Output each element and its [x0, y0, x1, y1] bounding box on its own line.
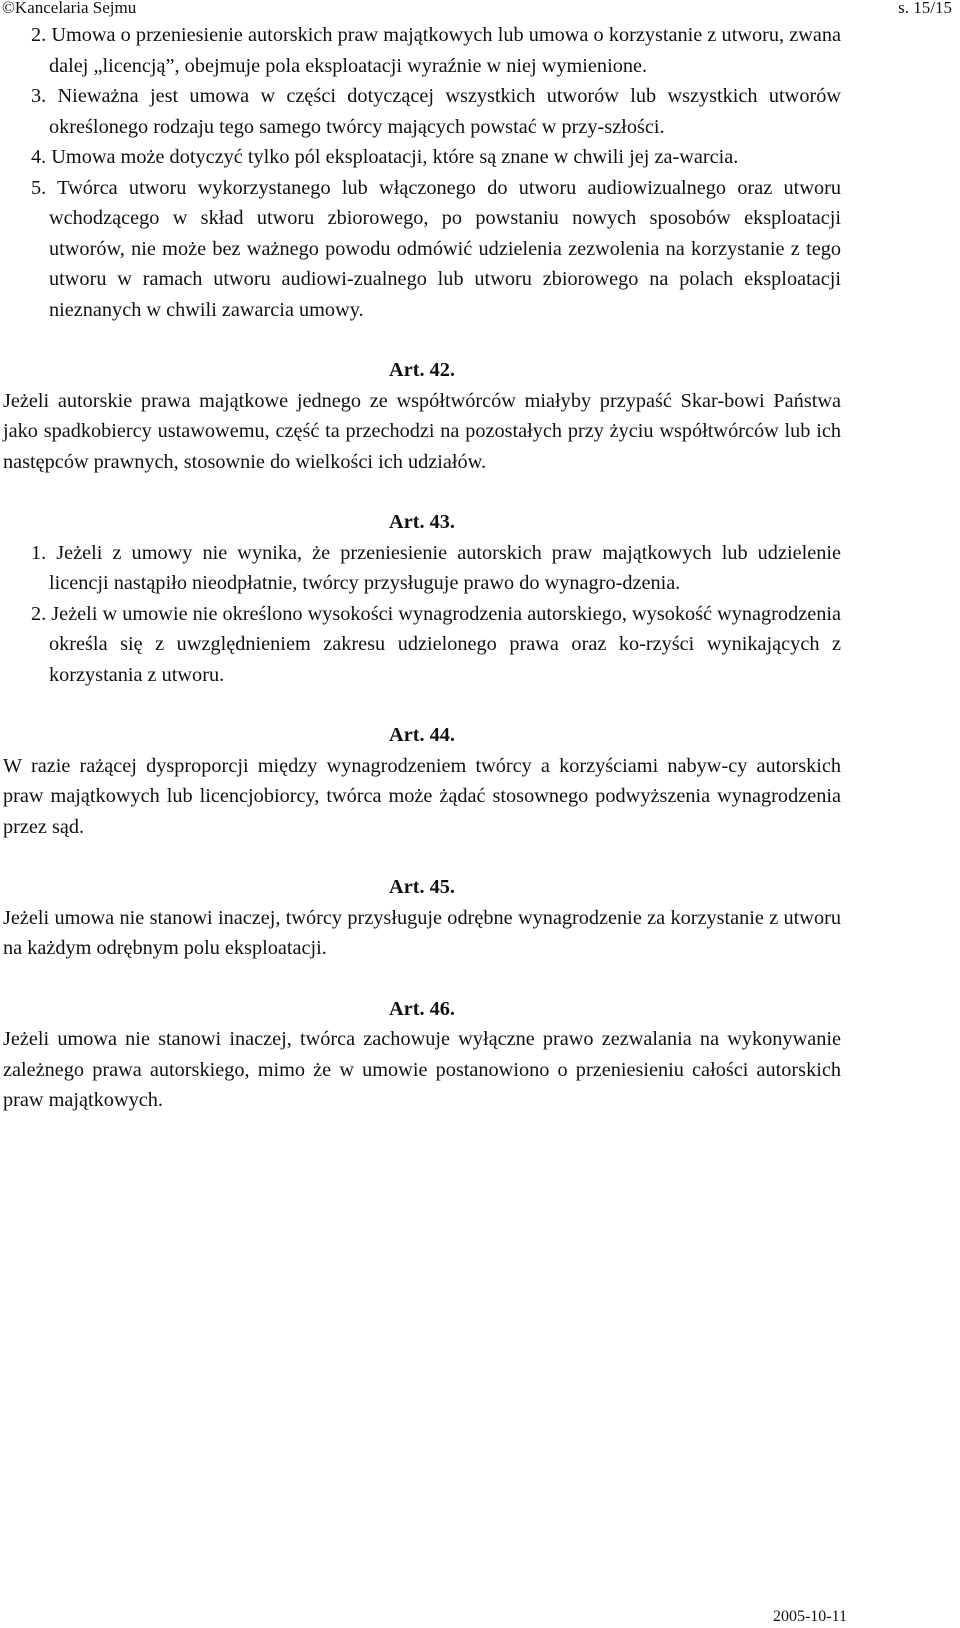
spacer [3, 325, 841, 355]
document-body [3, 20, 841, 1116]
article-heading-44: Art. 44. [389, 724, 455, 746]
article-heading-43: Art. 43. [389, 511, 455, 533]
spacer [3, 842, 841, 872]
article-heading-45: Art. 45. [389, 876, 455, 898]
art41-item-3: 3. Nieważna jest umowa w części dotyczącej wszystkich utworów lub wszystkich utworów określonego rodzaju tego samego twórcy mających powstać w przy-szłości. [31, 85, 841, 138]
spacer [3, 964, 841, 994]
article-heading-46: Art. 46. [389, 997, 455, 1020]
spacer [3, 477, 841, 507]
art43-item-2: 2. Jeżeli w umowie nie określono wysokości wynagrodzenia autorskiego, wysokość wynagrodzenia określa się z uwzględnieniem zakresu udzielonego prawa oraz ko-rzyści wynikających z korzystania z utworu. [31, 602, 841, 686]
article-44-text: W razie rażącej dysproporcji między wynagrodzeniem twórcy a korzyściami nabyw-cy autorskich praw majątkowych lub licencjobiorcy, twórca może żądać stosownego podwyższenia wynagrodzenia przez sąd. [3, 754, 841, 838]
article-42-text: Jeżeli autorskie prawa majątkowe jednego ze współtwórców miałyby przypaść Skar-bowi Państwa jako spadkobiercy ustawowemu, część ta przechodzi na pozostałych przy życiu współtwórców lub ich następców prawnych, stosownie do wielkości ich udziałów. [3, 389, 841, 473]
header-source: ©Kancelaria Sejmu [2, 0, 137, 17]
spacer [3, 690, 841, 720]
footer-date: 2005-10-11 [772, 1608, 847, 1625]
art41-item-2: 2. Umowa o przeniesienie autorskich praw majątkowych lub umowa o korzystanie z utworu, zwana dalej „licencją”, obejmuje pola eksploatacji wyraźnie w niej wymienione. [31, 24, 841, 77]
article-heading-42: Art. 42. [389, 359, 455, 381]
art41-item-4: 4. Umowa może dotyczyć tylko pól eksploatacji, które są znane w chwili jej za-warcia. [31, 146, 739, 168]
header-page-number: s. 15/15 [898, 0, 952, 17]
art43-item-1: 1. Jeżeli z umowy nie wynika, że przeniesienie autorskich praw majątkowych lub udzielenie licencji nastąpiło nieodpłatnie, twórcy przysługuje prawo do wynagro-dzenia. [31, 541, 841, 594]
article-45-text: Jeżeli umowa nie stanowi inaczej, twórcy przysługuje odrębne wynagrodzenie za korzystanie z utworu na każdym odrębnym polu eksploatacji. [3, 906, 841, 959]
art41-item-5: 5. Twórca utworu wykorzystanego lub włączonego do utworu audiowizualnego oraz utworu wchodzącego w skład utworu zbiorowego, po powstaniu nowych sposobów eksploatacji utworów, nie może bez ważnego powodu odmówić udzielenia zezwolenia na korzystanie z tego utworu w ramach utworu audiowi-zualnego lub utworu zbiorowego na polach eksploatacji nieznanych w chwili zawarcia umowy. [31, 176, 841, 321]
article-46-text: Jeżeli umowa nie stanowi inaczej, twórca zachowuje wyłączne prawo zezwalania na wykonywanie zależnego prawa autorskiego, mimo że w umowie postanowiono o przeniesieniu całości autorskich praw majątkowych. [3, 1028, 841, 1111]
